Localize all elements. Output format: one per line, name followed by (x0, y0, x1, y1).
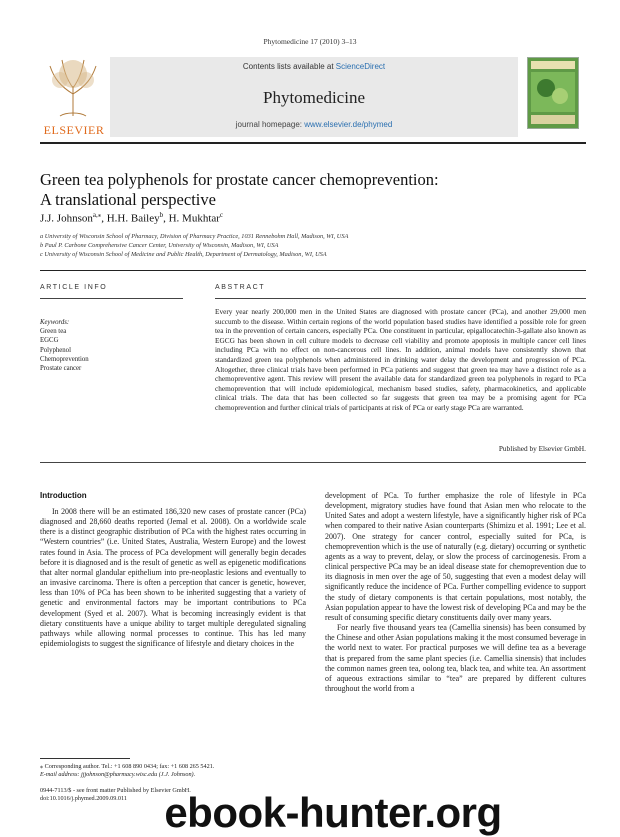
header-rule (40, 270, 586, 271)
author-name: H. Mukhtar (168, 212, 220, 225)
abstract-heading: ABSTRACT (215, 284, 266, 291)
affiliation: a University of Wisconsin School of Pharmacy, Division of Pharmacy Practice, 1031 Rennebohm Hall, Madison, WI, USA (40, 233, 349, 240)
homepage-link[interactable]: www.elsevier.de/phymed (304, 120, 393, 129)
front-matter-issn: 0944-7113/$ - see front matter Published by Elsevier GmbH. (40, 787, 191, 794)
article-info-heading: ARTICLE INFO (40, 284, 108, 291)
affiliation: b Paul P. Carbone Comprehensive Cancer Center, University of Wisconsin, Madison, WI, USA (40, 242, 279, 249)
author-affiliation-mark[interactable]: b (159, 211, 164, 219)
banner-rule (40, 142, 586, 144)
contents-line (110, 62, 518, 71)
footnote-contact: ⁎ Corresponding author. Tel.: +1 608 890 0434; fax: +1 608 265 5421. (40, 763, 215, 770)
introduction-heading: Introduction (40, 491, 87, 500)
abstract-publisher: Published by Elsevier GmbH. (498, 444, 586, 453)
affiliation: c University of Wisconsin School of Medicine and Public Health, Department of Dermatology, Madison, WI, USA (40, 251, 327, 258)
article-title (40, 170, 580, 210)
front-matter-doi[interactable]: doi:10.1016/j.phymed.2009.09.011 (40, 795, 127, 802)
watermark-text: ebook-hunter.org (164, 789, 502, 836)
article-title-line: A translational perspective (40, 190, 216, 209)
journal-cover-image (527, 57, 579, 129)
author-list: J.J. Johnson$^{a,⁎}$, H.H. Bailey$^b$, H. Mukhtar$^c$ (40, 211, 224, 225)
journal-citation: Phytomedicine 17 (2010) 3–13 (263, 37, 357, 46)
keyword: Prostate cancer (40, 365, 82, 373)
contents-prefix: Contents lists available at (242, 62, 336, 71)
sciencedirect-link[interactable]: ScienceDirect (335, 62, 386, 71)
footnote (40, 763, 300, 779)
keywords-label: Keywords: (40, 319, 70, 326)
journal-homepage (110, 120, 518, 129)
homepage-prefix: journal homepage: (235, 120, 305, 129)
abstract-text: Every year nearly 200,000 men in the United States are diagnosed with prostate cancer (PCa), and another 29,000 men succumb to the disease. Within certain regions of the world population based studies have identified a possible role for green tea in the prevention of certain cancers, especially PCa. One constituent in particular, epigallocatechin-3-gallate also known as EGCG has been shown in cell culture models to decrease cell viability and promote apoptosis in multiple cancer cell lines including PCa with no effect on non-cancerous cell lines. In addition, animal models have consistently shown that standardized green tea polyphenols when administered in drinking water delay the development and progression of PCa. Altogether, three clinical trials have been performed in PCa patients and suggest that green tea may have a distinct role as a chemopreventive agent. This review will present the available data for standardized green tea polyphenols in regard to PCa chemoprevention that will include epidemiological, mechanism based studies, safety, pharmacokinetics, and applicable clinical trials. The data that has been collected so far suggests that green tea may be a promising agent for PCa chemoprevention and further clinical trials of participants at risk of PCa or early stage PCa are warranted. (215, 307, 586, 412)
keyword: EGCG (40, 337, 59, 345)
abstract-rule (215, 298, 586, 299)
article-info-rule (40, 298, 183, 299)
author-affiliation-mark[interactable]: a,⁎ (92, 211, 102, 219)
body-paragraph: In 2008 there will be an estimated 186,320 new cases of prostate cancer (PCa) diagnosed and 28,660 deaths reported (Jemal et al. 2008). On a worldwide scale there is a distinct geographic distribution of PCa with the highest rates occurring in “Western countries” (i.e. United States, Australia, Western Europe) and the lowest rates found in Asia. The process of PCa development will generally begin decades before it is diagnosed and is the result of genetic as well as epigenetic modifications that alter normal glandular epithelium into pre-neoplastic lesions and eventually to an invasive carcinoma. There is often a perception that cancer is genetic, however, less than 10% of PCa has been shown to be inherited suggesting that a variety of genetic and environmental factors may be important contributions to PCa development (Syed et al. 2007). What is becoming increasingly evident is that dietary constituents have a unique ability to target multiple deregulated signaling pathways while allowing normal processes to continue. This has led many epidemiologists to suggest the significance of lifestyle and dietary choices in the (40, 507, 306, 649)
keyword: Chemoprevention (40, 355, 89, 363)
author-name: H.H. Bailey (106, 212, 160, 225)
keyword: Green tea (40, 328, 67, 336)
keyword: Polyphenol (40, 346, 71, 354)
article-title-line: Green tea polyphenols for prostate cancer chemoprevention: (40, 170, 439, 189)
journal-title: Phytomedicine (263, 88, 365, 107)
footnote-email[interactable]: E-mail address: jjjohnson@pharmacy.wisc.edu (J.J. Johnson). (40, 771, 196, 778)
elsevier-logo-text: ELSEVIER (43, 123, 105, 137)
keywords-block (40, 318, 89, 373)
footnote-rule (40, 758, 130, 759)
body-paragraph: For nearly five thousand years tea (Camellia sinensis) has been consumed by the Chinese and other Asian populations making it the most consumed beverage in the world next to water. For practical purposes we will define tea as a beverage that is prepared from the same plant species (i.e. Camellia sinensis) that includes the common names green tea, oolong tea, black tea, and white tea. An assortment of aqueous extractions similar to “tea” are prepared by different cultures throughout the world from a (325, 623, 586, 693)
body-paragraph: development of PCa. To further emphasize the role of lifestyle in PCa development, migratory studies have found that Asian men who relocate to the United Sates and adopt a western lifestyle, have a significantly higher risk of PCa when compared to their native Asian counterparts (Shimizu et al. 1991; Lee et al. 2007). One strategy for cancer control, especially suited for PCa, is chemoprevention which is the use of naturally (e.g. dietary) occurring or synthetic agents as a way to prevent, delay, or slow the process of carcinogenesis. From a clinical perspective PCa may be an ideal disease state for chemoprevention due to its diagnosis in men over the age of 50, suggesting that even a modest delay will significantly reduce the incidence of PCa. Further compelling evidence to support the study of dietary components is that certain populations, most notably, the Asian population appear to have the lowest risk of developing PCa and may be the result of consuming specific dietary constituents daily over many years. (325, 491, 586, 622)
abstract-end-rule (40, 462, 586, 463)
author-name: J.J. Johnson (40, 212, 93, 225)
body-column-left (40, 507, 306, 649)
body-column-right (325, 491, 586, 694)
author-affiliation-mark[interactable]: c (219, 211, 224, 219)
